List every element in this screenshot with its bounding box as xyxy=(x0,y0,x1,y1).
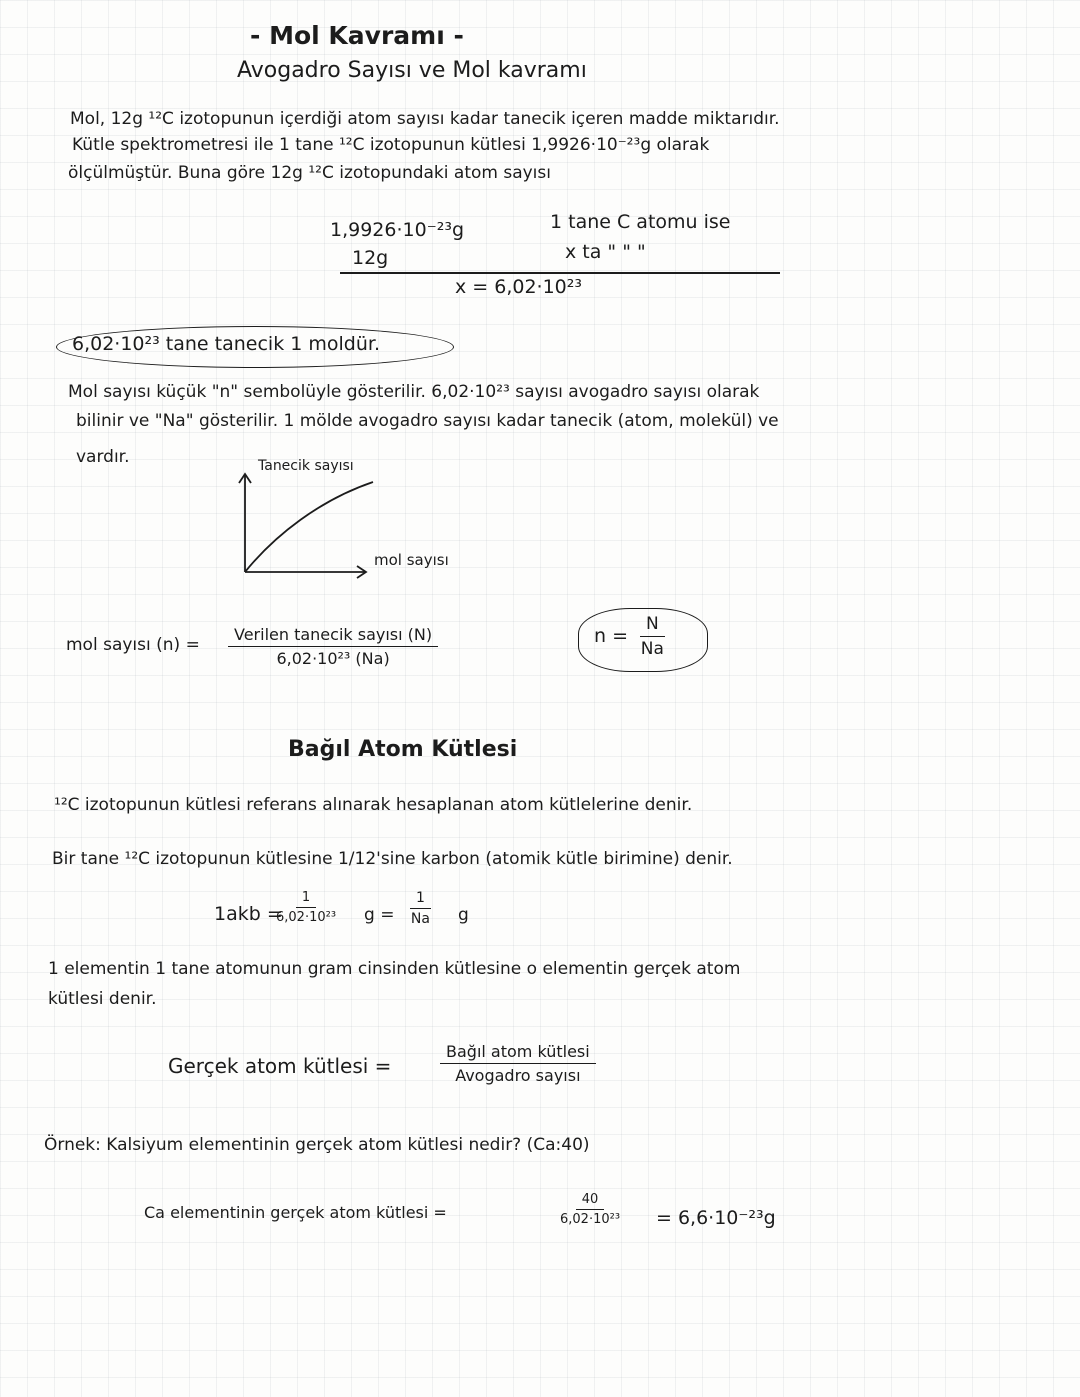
akb-fraction-1 xyxy=(276,890,336,925)
mol-formula-boxed-denominator: Na xyxy=(640,639,664,659)
mol-formula-numerator: Verilen tanecik sayısı (N) xyxy=(228,625,438,647)
proportion-row2-left: 12g xyxy=(352,247,389,269)
akb-denominator-1: 6,02·10²³ xyxy=(276,910,337,925)
proportion-line xyxy=(340,272,780,274)
akb-numerator-1: 1 xyxy=(296,890,316,908)
graph-x-label: mol sayısı xyxy=(374,551,449,569)
graph-y-label: Tanecik sayısı xyxy=(258,458,354,474)
example-question: Örnek: Kalsiyum elementinin gerçek atom kütlesi nedir? (Ca:40) xyxy=(44,1135,590,1155)
graph-curve xyxy=(245,482,373,572)
page-title: - Mol Kavramı - xyxy=(250,21,464,50)
gercek-formula-numerator: Bağıl atom kütlesi xyxy=(440,1042,596,1064)
bagil-line-2: Bir tane ¹²C izotopunun kütlesine 1/12'sine karbon (atomik kütle birimine) denir. xyxy=(52,849,733,869)
gercek-formula-lhs: Gerçek atom kütlesi = xyxy=(168,1054,392,1078)
mol-paragraph-line-1: Mol sayısı küçük "n" sembolüyle gösterilir. 6,02·10²³ sayısı avogadro sayısı olarak xyxy=(68,382,760,402)
example-answer-fraction xyxy=(560,1192,620,1227)
gercek-line-1: 1 elementin 1 tane atomunun gram cinsinden kütlesine o elementin gerçek atom xyxy=(48,959,741,979)
proportion-row1-left: 1,9926·10⁻²³g xyxy=(330,219,465,241)
mol-formula-boxed-fraction xyxy=(640,614,665,659)
proportion-result: x = 6,02·10²³ xyxy=(455,276,582,298)
akb-fraction-2 xyxy=(410,890,431,927)
mol-formula-fraction xyxy=(228,625,438,668)
mol-formula-denominator: 6,02·10²³ (Na) xyxy=(276,649,390,668)
mol-formula-lhs: mol sayısı (n) = xyxy=(66,635,200,655)
akb-lhs: 1akb = xyxy=(214,903,283,925)
bagil-heading: Bağıl Atom Kütlesi xyxy=(288,737,518,762)
intro-line-1: Mol, 12g ¹²C izotopunun içerdiği atom sayısı kadar tanecik içeren madde miktarıdır. xyxy=(70,109,780,129)
mol-formula-boxed-lhs: n = xyxy=(594,625,629,647)
gercek-formula-fraction xyxy=(440,1042,596,1085)
proportion-row1-right: 1 tane C atomu ise xyxy=(550,211,731,233)
gercek-line-2: kütlesi denir. xyxy=(48,989,157,1009)
akb-end: g xyxy=(458,905,469,925)
mol-paragraph-line-2: bilinir ve "Na" gösterilir. 1 mölde avogadro sayısı kadar tanecik (atom, molekül) ve xyxy=(76,411,779,431)
proportion-row2-right: x ta " " " xyxy=(565,241,646,263)
example-answer-result: = 6,6·10⁻²³g xyxy=(656,1207,776,1229)
gercek-formula-denominator: Avogadro sayısı xyxy=(455,1066,581,1085)
example-answer-lhs: Ca elementinin gerçek atom kütlesi = xyxy=(144,1203,447,1222)
akb-numerator-2: 1 xyxy=(410,890,431,909)
example-answer-numerator: 40 xyxy=(576,1192,605,1210)
mol-paragraph-line-3: vardır. xyxy=(76,447,130,467)
akb-denominator-2: Na xyxy=(410,911,430,927)
mol-formula-boxed-numerator: N xyxy=(640,614,665,637)
page-subtitle: Avogadro Sayısı ve Mol kavramı xyxy=(237,58,587,83)
example-answer-denominator: 6,02·10²³ xyxy=(560,1212,621,1227)
intro-line-2: Kütle spektrometresi ile 1 tane ¹²C izotopunun kütlesi 1,9926·10⁻²³g olarak xyxy=(72,135,710,155)
boxed-note: 6,02·10²³ tane tanecik 1 moldür. xyxy=(72,333,380,355)
intro-line-3: ölçülmüştür. Buna göre 12g ¹²C izotopundaki atom sayısı xyxy=(68,163,551,183)
akb-mid: g = xyxy=(364,905,395,925)
bagil-line-1: ¹²C izotopunun kütlesi referans alınarak hesaplanan atom kütlelerine denir. xyxy=(54,795,693,815)
